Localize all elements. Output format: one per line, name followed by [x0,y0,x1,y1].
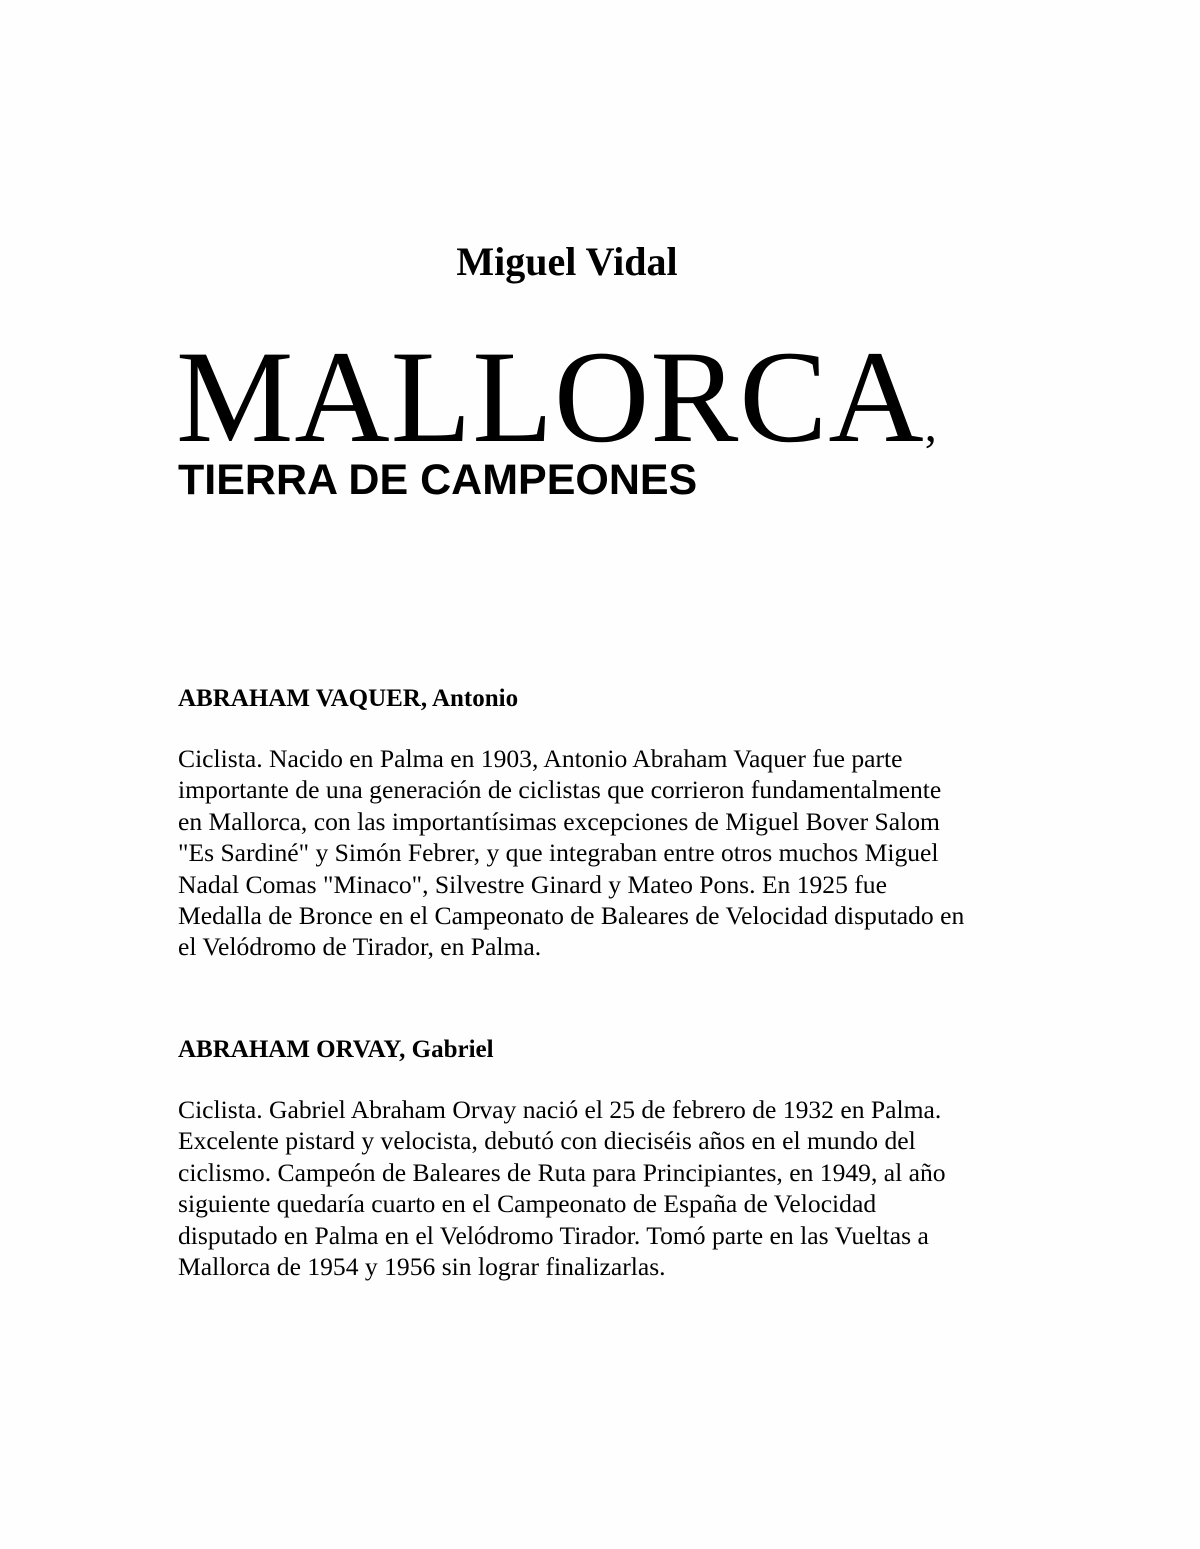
entry-heading: ABRAHAM ORVAY, Gabriel [178,1036,494,1063]
entry-body: Ciclista. Gabriel Abraham Orvay nació el 25 de febrero de 1932 en Palma. Excelente pistard y velocista, debutó con dieciséis años en el mundo del ciclismo. Campeón de Baleares de Ruta para Principiantes, en 1949, al año siguiente quedaría cuarto en el Campeonato de España de Velocidad disputado en Palma en el Velódromo Tirador. Tomó parte en las Vueltas a Mallorca de 1954 y 1956 sin lograr finalizarlas. [178,1095,946,1282]
author-name: Miguel Vidal [456,239,678,284]
entry-heading: ABRAHAM VAQUER, Antonio [178,685,519,712]
biography-entry [178,1034,1038,1282]
book-title-text: MALLORCA [176,323,925,470]
entry-body: Ciclista. Nacido en Palma en 1903, Antonio Abraham Vaquer fue parte importante de una generación de ciclistas que corrieron fundamentalmente en Mallorca, con las importantísimas excepciones de Miguel Bover Salom "Es Sardiné" y Simón Febrer, y que integraban entre otros muchos Miguel Nadal Comas "Minaco", Silvestre Ginard y Mateo Pons. En 1925 fue Medalla de Bronce en el Campeonato de Baleares de Velocidad disputado en el Velódromo de Tirador, en Palma. [178,744,965,962]
biography-entry [178,683,1038,963]
book-title-comma: , [924,399,938,452]
book-subtitle: TIERRA DE CAMPEONES [178,456,698,504]
